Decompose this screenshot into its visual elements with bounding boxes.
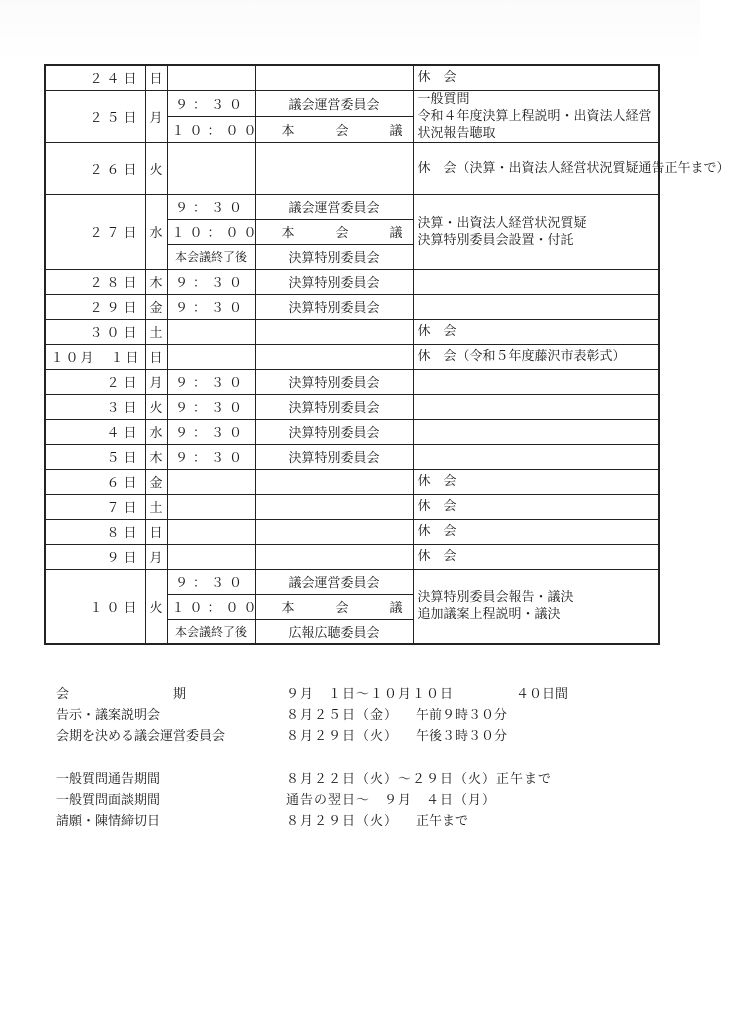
time-cell: ９：３０ xyxy=(167,569,255,594)
meeting-cell: 決算特別委員会 xyxy=(255,244,413,269)
info-row-mendan xyxy=(56,788,656,809)
meeting-cell xyxy=(255,494,413,519)
meeting-cell xyxy=(255,594,413,619)
meeting-cell: 決算特別委員会 xyxy=(255,294,413,319)
weekday-cell: 金 xyxy=(145,294,167,319)
info-row-kaiki xyxy=(56,682,656,703)
info-extra: ４０日間 xyxy=(516,687,569,702)
note-cell: 休 会 xyxy=(413,494,659,519)
info-row-seigan xyxy=(56,809,656,830)
time-cell: ９：３０ xyxy=(167,269,255,294)
weekday-cell: 火 xyxy=(145,569,167,644)
time-cell: 本会議終了後 xyxy=(167,244,255,269)
weekday-cell: 火 xyxy=(145,394,167,419)
info-value: ８月２９日（火） xyxy=(286,729,399,744)
meeting-cell xyxy=(255,142,413,194)
note-cell xyxy=(413,419,659,444)
meeting-char: 議 xyxy=(389,226,403,241)
day-cell: ２日 xyxy=(45,369,145,394)
session-info xyxy=(56,682,656,830)
note-cell: 休 会 xyxy=(413,319,659,344)
time-cell: １０：００ xyxy=(167,594,255,619)
meeting-cell xyxy=(255,116,413,142)
note-cell xyxy=(413,194,659,269)
note-text: 一般質問 令和４年度決算上程説明・出資法人経営状況報告聴取 xyxy=(417,91,652,141)
meeting-char: 議 xyxy=(389,601,403,616)
time-cell: ９：３０ xyxy=(167,90,255,116)
info-label xyxy=(56,683,286,702)
table-row xyxy=(45,194,659,219)
meeting-cell xyxy=(255,65,413,90)
note-text: 決算・出資法人経営状況質疑 決算特別委員会設置・付託 xyxy=(417,215,587,248)
time-cell: １０：００ xyxy=(167,219,255,244)
time-cell: ９：３０ xyxy=(167,369,255,394)
time-cell: 本会議終了後 xyxy=(167,619,255,644)
time-cell: ９：３０ xyxy=(167,194,255,219)
time-cell: １０：００ xyxy=(167,116,255,142)
table-row xyxy=(45,90,659,116)
time-cell: ９：３０ xyxy=(167,394,255,419)
day-cell: ６日 xyxy=(45,469,145,494)
table-row xyxy=(45,444,659,469)
time-cell: ９：３０ xyxy=(167,444,255,469)
meeting-cell: 議会運営委員会 xyxy=(255,90,413,116)
time-cell xyxy=(167,519,255,544)
note-cell xyxy=(413,294,659,319)
meeting-char: 本 xyxy=(281,123,295,139)
info-label-char: 期 xyxy=(172,687,186,702)
day-cell: ３０日 xyxy=(45,319,145,344)
time-cell xyxy=(167,142,255,194)
table-row xyxy=(45,65,659,90)
info-value: ８月２２日（火）～２９日（火）正午まで xyxy=(286,772,553,787)
meeting-cell: 議会運営委員会 xyxy=(255,569,413,594)
day-cell: １０月 １日 xyxy=(45,344,145,369)
time-cell xyxy=(167,544,255,569)
day-cell: ５日 xyxy=(45,444,145,469)
day-cell: ２４日 xyxy=(45,65,145,90)
info-row-kokuji xyxy=(56,703,656,724)
meeting-cell: 決算特別委員会 xyxy=(255,369,413,394)
info-row-giun xyxy=(56,724,656,745)
weekday-cell: 日 xyxy=(145,519,167,544)
weekday-cell: 月 xyxy=(145,369,167,394)
meeting-char: 会 xyxy=(335,226,349,241)
page-top-margin xyxy=(0,0,700,62)
note-cell: 休 会 xyxy=(413,65,659,90)
info-extra: 午後３時３０分 xyxy=(416,729,508,744)
meeting-char: 会 xyxy=(335,123,349,139)
day-cell: ２５日 xyxy=(45,90,145,142)
meeting-cell: 決算特別委員会 xyxy=(255,444,413,469)
weekday-cell: 火 xyxy=(145,142,167,194)
day-cell: ２６日 xyxy=(45,142,145,194)
table-row xyxy=(45,319,659,344)
schedule-table xyxy=(44,64,730,645)
meeting-char: 本 xyxy=(281,226,295,241)
meeting-cell: 広報広聴委員会 xyxy=(255,619,413,644)
day-cell: ９日 xyxy=(45,544,145,569)
table-row xyxy=(45,269,659,294)
table-row xyxy=(45,344,659,369)
meeting-char: 会 xyxy=(335,601,349,616)
meeting-cell xyxy=(255,219,413,244)
meeting-char: 議 xyxy=(389,123,403,139)
info-label: 告示・議案説明会 xyxy=(56,708,161,723)
table-row xyxy=(45,494,659,519)
info-value: ８月２５日（金） xyxy=(286,708,399,723)
weekday-cell: 土 xyxy=(145,319,167,344)
info-value: ８月２９日（火） xyxy=(286,814,399,829)
table-row xyxy=(45,369,659,394)
table-row xyxy=(45,544,659,569)
note-cell xyxy=(413,269,659,294)
info-row-tsukoku xyxy=(56,767,656,788)
note-cell xyxy=(413,394,659,419)
meeting-cell xyxy=(255,469,413,494)
info-label: 一般質問通告期間 xyxy=(56,772,161,787)
time-cell xyxy=(167,344,255,369)
time-cell xyxy=(167,469,255,494)
table-row xyxy=(45,294,659,319)
note-cell xyxy=(413,569,659,644)
weekday-cell: 木 xyxy=(145,269,167,294)
note-cell xyxy=(413,444,659,469)
day-cell: １０日 xyxy=(45,569,145,644)
weekday-cell: 木 xyxy=(145,444,167,469)
info-extra: 正午まで xyxy=(416,814,469,829)
time-cell xyxy=(167,65,255,90)
meeting-cell: 決算特別委員会 xyxy=(255,419,413,444)
weekday-cell: 土 xyxy=(145,494,167,519)
note-cell xyxy=(413,369,659,394)
time-cell xyxy=(167,319,255,344)
table-row xyxy=(45,394,659,419)
weekday-cell: 日 xyxy=(145,344,167,369)
time-cell: ９：３０ xyxy=(167,294,255,319)
note-text: 決算特別委員会報告・議決 追加議案上程説明・議決 xyxy=(417,590,574,623)
note-cell: 休 会 xyxy=(413,544,659,569)
weekday-cell: 水 xyxy=(145,194,167,269)
time-cell xyxy=(167,494,255,519)
table-row xyxy=(45,569,659,594)
note-cell: 休 会（決算・出資法人経営状況質疑通告正午まで） xyxy=(413,142,659,194)
meeting-cell: 決算特別委員会 xyxy=(255,394,413,419)
weekday-cell: 月 xyxy=(145,90,167,142)
weekday-cell: 日 xyxy=(145,65,167,90)
info-label: 一般質問面談期間 xyxy=(56,793,161,808)
meeting-cell xyxy=(255,319,413,344)
note-cell xyxy=(413,90,659,142)
meeting-cell xyxy=(255,544,413,569)
day-cell: ２８日 xyxy=(45,269,145,294)
meeting-cell xyxy=(255,344,413,369)
meeting-char: 本 xyxy=(281,601,295,616)
note-cell: 休 会（令和５年度藤沢市表彰式） xyxy=(413,344,659,369)
info-label-char: 会 xyxy=(56,687,70,702)
meeting-cell xyxy=(255,519,413,544)
weekday-cell: 水 xyxy=(145,419,167,444)
day-cell: ７日 xyxy=(45,494,145,519)
table-row xyxy=(45,142,659,194)
meeting-cell: 決算特別委員会 xyxy=(255,269,413,294)
day-cell: ８日 xyxy=(45,519,145,544)
weekday-cell: 月 xyxy=(145,544,167,569)
info-value: 通告の翌日～ ９月 ４日（月） xyxy=(286,793,497,808)
day-cell: ２９日 xyxy=(45,294,145,319)
info-label: 請願・陳情締切日 xyxy=(56,814,161,829)
meeting-cell: 議会運営委員会 xyxy=(255,194,413,219)
note-cell: 休 会 xyxy=(413,519,659,544)
info-extra: 午前９時３０分 xyxy=(416,708,508,723)
day-cell: ４日 xyxy=(45,419,145,444)
weekday-cell: 金 xyxy=(145,469,167,494)
note-cell: 休 会 xyxy=(413,469,659,494)
info-label: 会期を決める議会運営委員会 xyxy=(56,729,226,744)
day-cell: ２７日 xyxy=(45,194,145,269)
info-value: ９月 １日～１０月１０日 xyxy=(286,687,455,702)
table-row xyxy=(45,469,659,494)
time-cell: ９：３０ xyxy=(167,419,255,444)
table-row xyxy=(45,519,659,544)
table-row xyxy=(45,419,659,444)
day-cell: ３日 xyxy=(45,394,145,419)
